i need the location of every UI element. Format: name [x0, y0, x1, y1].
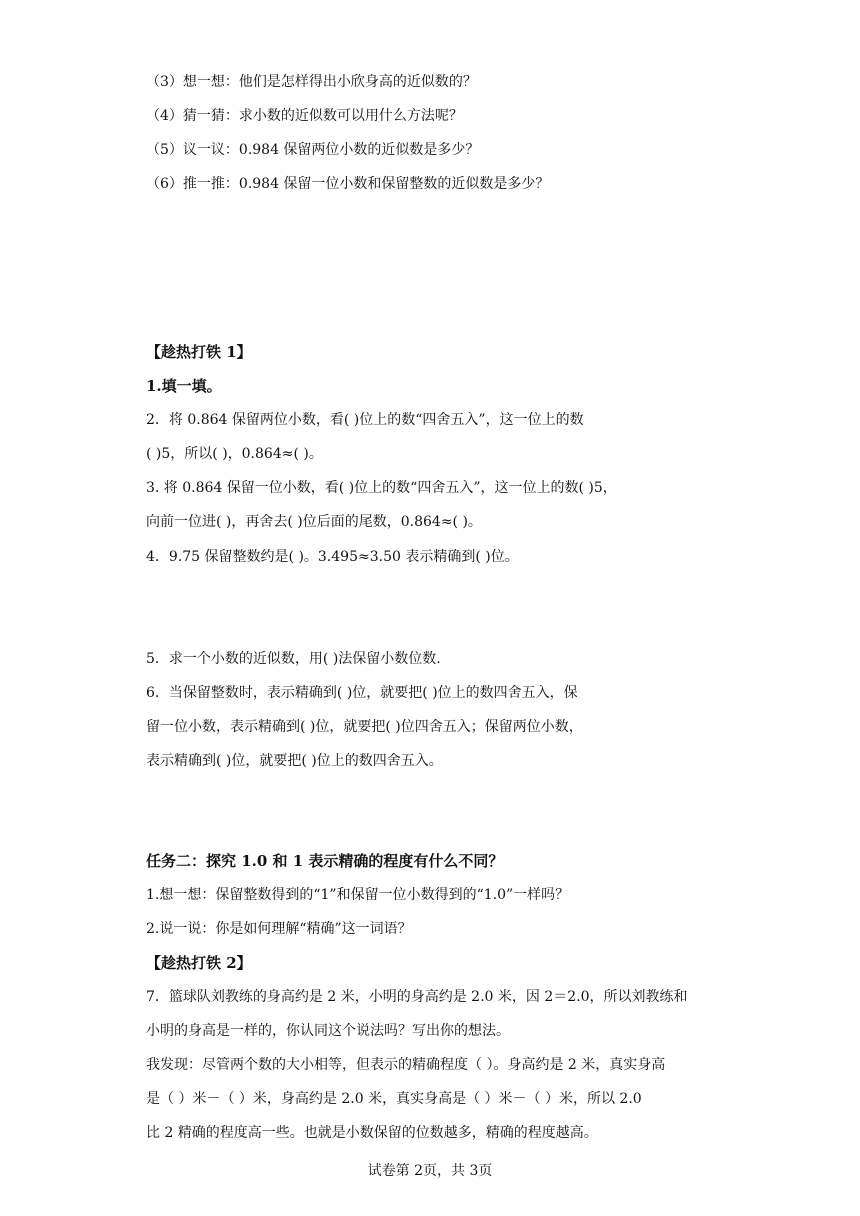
task-2-question-1: 1.想一想：保留整数得到的“1”和保留一位小数得到的“1.0”一样吗？	[146, 887, 570, 903]
exercise-2-line-2: ( )5，所以( )，0.864≈( )。	[146, 446, 323, 462]
exercise-7-line-2: 小明的身高是一样的，你认同这个说法吗？写出你的想法。	[146, 1023, 510, 1039]
discovery-line-2: 是（ ）米－（ ）米，身高约是 2.0 米，真实身高是（ ）米－（ ）米，所以 2.0	[146, 1091, 642, 1107]
question-4-line: （4）猜一猜：求小数的近似数可以用什么方法呢？	[146, 108, 463, 124]
exercise-5-line: 5．求一个小数的近似数，用( )法保留小数位数.	[146, 651, 441, 667]
exercise-3-line-2: 向前一位进( )，再舍去( )位后面的尾数，0.864≈( )。	[146, 514, 482, 530]
exercise-3-line-1: 3. 将 0.864 保留一位小数，看( )位上的数“四舍五入”，这一位上的数( )5，	[146, 480, 617, 496]
exercise-6-line-1: 6．当保留整数时，表示精确到( )位，就要把( )位上的数四舍五入，保	[146, 685, 578, 701]
exercise-7-line-1: 7．篮球队刘教练的身高约是 2 米，小明的身高约是 2.0 米，因 2＝2.0，所以刘教练和	[146, 989, 688, 1005]
question-5-line: （5）议一议：0.984 保留两位小数的近似数是多少？	[146, 142, 480, 158]
practice-2-heading: 【趁热打铁 2】	[146, 954, 252, 972]
page-footer: 试卷第 2页，共 3页	[367, 1163, 493, 1179]
exercise-4-line: 4．9.75 保留整数约是( )。3.495≈3.50 表示精确到( )位。	[146, 549, 519, 565]
exercise-6-line-3: 表示精确到( )位，就要把( )位上的数四舍五入。	[146, 753, 443, 769]
question-3-line: （3）想一想：他们是怎样得出小欣身高的近似数的？	[146, 74, 477, 90]
question-6-line: （6）推一推：0.984 保留一位小数和保留整数的近似数是多少？	[146, 176, 550, 192]
task-2-question-2: 2.说一说：你是如何理解“精确”这一词语？	[146, 921, 412, 937]
exercise-2-line-1: 2．将 0.864 保留两位小数，看( )位上的数“四舍五入”，这一位上的数	[146, 412, 584, 428]
discovery-line-3: 比 2 精确的程度高一些。也就是小数保留的位数越多，精确的程度越高。	[146, 1125, 598, 1141]
fill-in-heading: 1.填一填。	[146, 377, 222, 395]
task-2-heading: 任务二：探究 1.0 和 1 表示精确的程度有什么不同？	[146, 852, 504, 870]
exercise-6-line-2: 留一位小数，表示精确到( )位，就要把( )位四舍五入；保留两位小数，	[146, 719, 583, 735]
discovery-line-1: 我发现：尽管两个数的大小相等，但表示的精确程度（ ）。身高约是 2 米，真实身高	[146, 1057, 666, 1073]
practice-1-heading: 【趁热打铁 1】	[146, 343, 252, 361]
